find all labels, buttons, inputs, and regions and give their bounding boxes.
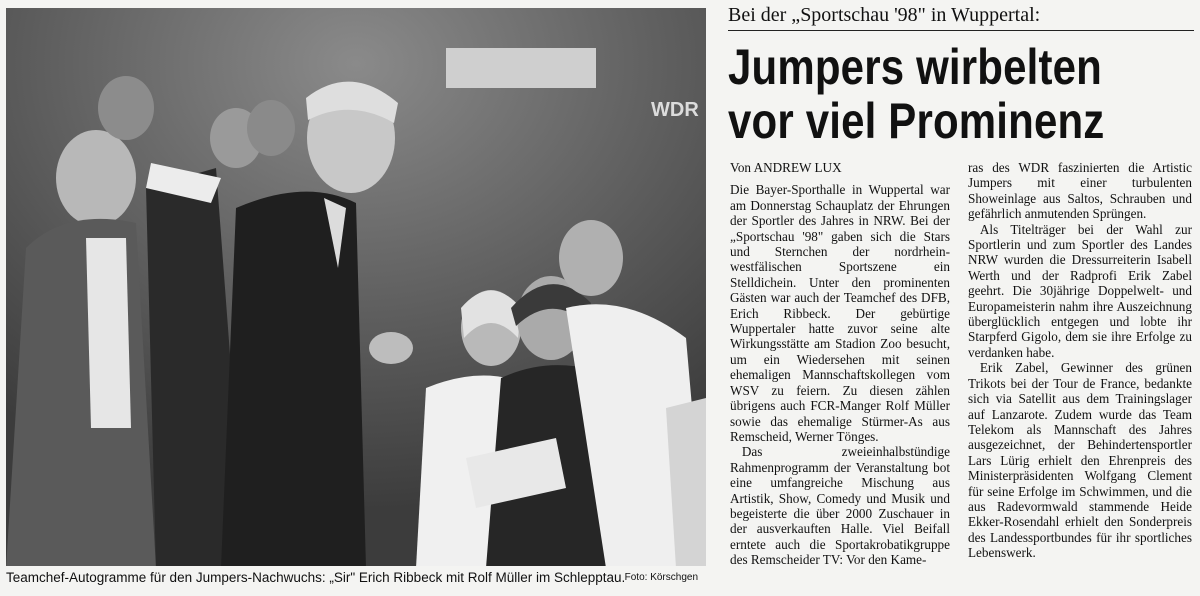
paragraph: Erik Zabel, Gewinner des grünen Trikots bei der Tour de France, bedankte sich via Satellit aus dem Trainingslager auf Lanzarote. Zudem wurde das Team Telekom als Mannschaft des Jahres ausgezeichnet, der Behindertensportler Lars Lürig erhielt den Ehrenpreis des Ministerpräsidenten Wolfgang Clement für seine Erfolge im Schwimmen, und die aus Radevormwald stammende Heide Ekker-Rosendahl erhielt den Sonderpreis des Landessportbundes für ihr sportliches Lebenswerk. — [968, 360, 1192, 561]
news-photo — [6, 8, 706, 566]
photo-credit: Foto: Körschgen — [624, 572, 698, 583]
headline — [728, 40, 1119, 148]
headline-line-2: vor viel Prominenz — [728, 93, 1105, 149]
headline-line-1: Jumpers wirbelten — [728, 39, 1102, 95]
article-column-1 — [730, 160, 950, 568]
kicker: Bei der „Sportschau '98" in Wuppertal: — [728, 4, 1194, 31]
article-column-2 — [968, 160, 1192, 561]
background-banner — [446, 48, 596, 88]
photo-illustration — [6, 8, 706, 566]
photo-caption — [6, 570, 706, 590]
paragraph: Das zweieinhalbstündige Rahmenprogramm der Veranstaltung bot eine umfangreiche Mischung aus Artistik, Show, Comedy und Musik und begeisterte die über 2000 Zuschauer in der ausverkauften Halle. Viel Beifall erntete auch die Sportakrobatikgruppe des Remscheider TV: Vor den Kame- — [730, 444, 950, 568]
wdr-sign: WDR — [651, 99, 699, 121]
paragraph: Die Bayer-Sporthalle in Wuppertal war am Donnerstag Schauplatz der Ehrungen der Sportler des Jahres in NRW. Bei der „Sportschau '98" gaben sich die Stars und Sternchen der nordrhein-westfälischen Sportszene ein Stelldichein. Unter den prominenten Gästen war auch der Teamchef des DFB, Erich Ribbeck. Der gebürtige Wuppertaler hatte zuvor seine alte Wirkungsstätte am Stadion Zoo besucht, um ein Wiedersehen mit seinen ehemaligen Mannschaftskollegen vom WSV zu feiern. Zu diesen zählen übrigens auch FCR-Manger Rolf Müller sowie das ehemalige Stürmer-As aus Remscheid, Werner Tönges. — [730, 182, 950, 444]
paragraph: Als Titelträger bei der Wahl zur Sportlerin und zum Sportler des Landes NRW wurden die Dressurreiterin Isabell Werth und der Radprofi Erik Zabel geehrt. Die 30jährige Doppelwelt- und Europameisterin nahm ihre Auszeichnung überglücklich entgegen und lobte ihr Starpferd Gigolo, dem sie ihre Erfolge zu verdanken habe. — [968, 221, 1192, 360]
byline: Von ANDREW LUX — [730, 160, 842, 175]
paragraph: ras des WDR faszinierten die Artistic Jumpers mit einer turbulenten Showeinlage aus Saltos, Schrauben und gefährlich anmutenden Sprüngen. — [968, 160, 1192, 222]
caption-text: Teamchef-Autogramme für den Jumpers-Nachwuchs: „Sir" Erich Ribbeck mit Rolf Müller im Schlepptau. — [6, 570, 626, 585]
